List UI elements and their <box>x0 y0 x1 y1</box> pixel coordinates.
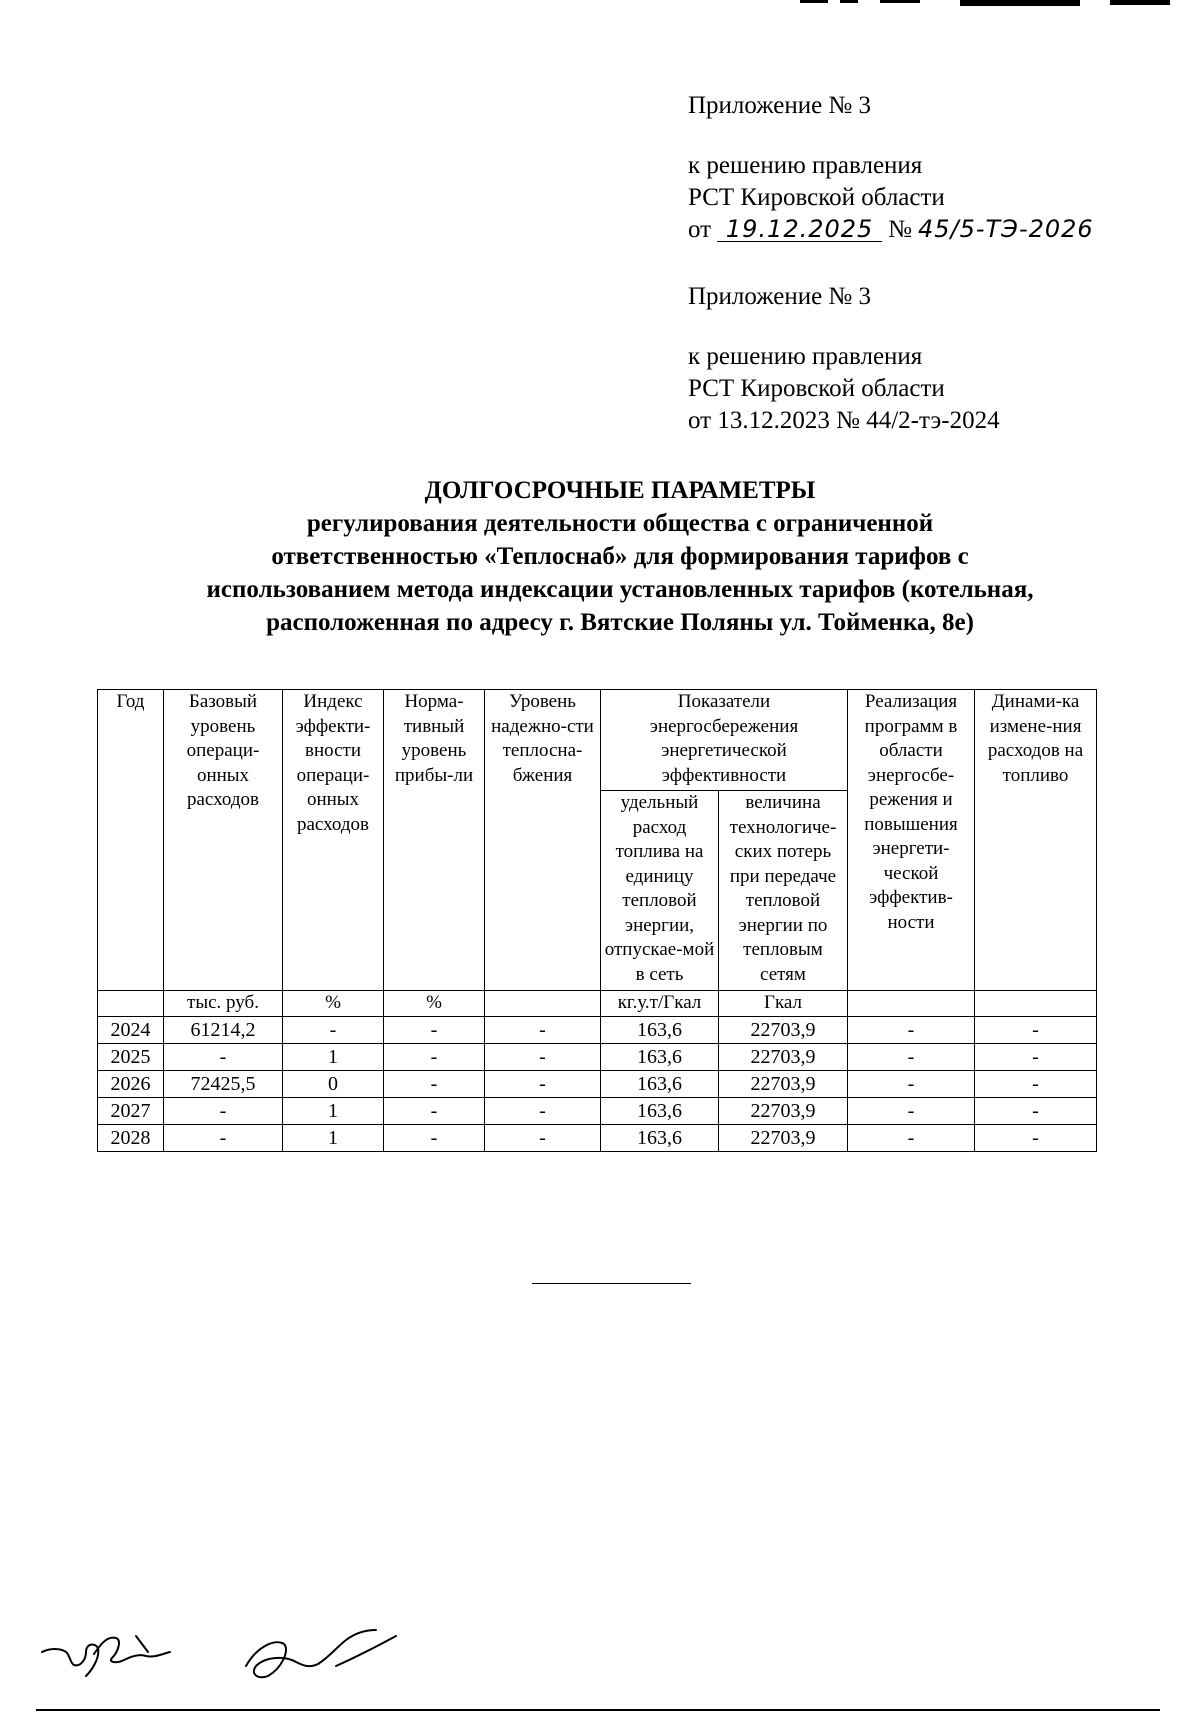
appendix-new <box>688 90 1108 246</box>
end-separator-line <box>532 1283 691 1284</box>
number-sign: № <box>888 216 912 243</box>
cell-dynamics: - <box>975 1124 1097 1151</box>
bottom-edge-line <box>36 1709 1160 1711</box>
cell-reliability: - <box>485 1070 601 1097</box>
heading-line2: регулирования деятельности общества с ограниченной <box>306 510 934 537</box>
cell-fuel-rate: 163,6 <box>601 1070 719 1097</box>
cell-base: - <box>164 1043 283 1070</box>
cell-index: 0 <box>283 1070 384 1097</box>
cell-profit: - <box>384 1016 485 1043</box>
unit-dynamics <box>975 991 1097 1017</box>
cell-reliability: - <box>485 1124 601 1151</box>
appendix-old <box>688 281 1000 437</box>
header-base-level: Базовый уровень операци-онных расходов <box>164 690 283 991</box>
unit-fuel-rate: кг.у.т/Гкал <box>601 991 719 1017</box>
appendix-new-line3 <box>688 214 1108 246</box>
handwritten-number: 45/5-ТЭ-2026 <box>917 215 1094 243</box>
cell-programs: - <box>848 1097 975 1124</box>
cell-reliability: - <box>485 1016 601 1043</box>
cell-profit: - <box>384 1070 485 1097</box>
document-heading <box>90 474 1150 639</box>
cell-index: 1 <box>283 1097 384 1124</box>
cell-losses: 22703,9 <box>719 1016 848 1043</box>
cell-programs: - <box>848 1016 975 1043</box>
cell-programs: - <box>848 1070 975 1097</box>
table-row <box>98 1070 1097 1097</box>
cell-losses: 22703,9 <box>719 1097 848 1124</box>
cell-base: - <box>164 1097 283 1124</box>
cell-fuel-rate: 163,6 <box>601 1097 719 1124</box>
appendix-old-line1: к решению правления <box>688 343 923 370</box>
cell-year: 2028 <box>98 1124 164 1151</box>
header-energy-group: Показатели энергосбережения энергетической эффективности <box>601 690 848 791</box>
cell-losses: 22703,9 <box>719 1070 848 1097</box>
unit-losses: Гкал <box>719 991 848 1017</box>
appendix-old-line3: от 13.12.2023 № 44/2-тэ-2024 <box>688 407 1000 434</box>
cell-fuel-rate: 163,6 <box>601 1043 719 1070</box>
cell-dynamics: - <box>975 1070 1097 1097</box>
appendix-new-title: Приложение № 3 <box>688 92 872 119</box>
handwritten-date: 19.12.2025 <box>717 217 882 242</box>
header-row <box>98 690 1097 791</box>
header-fuel-dynamics: Динами-ка измене-ния расходов на топливо <box>975 690 1097 991</box>
header-efficiency-index: Индекс эффекти-вности операци-онных расходов <box>283 690 384 991</box>
heading-line1: ДОЛГОСРОЧНЫЕ ПАРАМЕТРЫ <box>424 477 816 504</box>
appendix-new-line2: РСТ Кировской области <box>688 184 945 211</box>
unit-reliability <box>485 991 601 1017</box>
cell-reliability: - <box>485 1097 601 1124</box>
cell-index: 1 <box>283 1124 384 1151</box>
header-year: Год <box>98 690 164 991</box>
units-row <box>98 991 1097 1017</box>
cell-year: 2027 <box>98 1097 164 1124</box>
table-row <box>98 1016 1097 1043</box>
unit-year <box>98 991 164 1017</box>
header-fuel-rate: удельный расход топлива на единицу тепловой энергии, отпускае-мой в сеть <box>601 791 719 991</box>
cell-dynamics: - <box>975 1016 1097 1043</box>
cell-profit: - <box>384 1124 485 1151</box>
table-row <box>98 1097 1097 1124</box>
cell-profit: - <box>384 1097 485 1124</box>
heading-line5: расположенная по адресу г. Вятские Поляны ул. Тойменка, 8е) <box>266 609 974 636</box>
appendix-old-title: Приложение № 3 <box>688 283 872 310</box>
handwritten-signature <box>36 1618 416 1708</box>
cell-losses: 22703,9 <box>719 1124 848 1151</box>
from-prefix: от <box>688 216 712 243</box>
appendix-new-line1: к решению правления <box>688 152 923 179</box>
header-profit-level: Норма-тивный уровень прибы-ли <box>384 690 485 991</box>
cell-index: - <box>283 1016 384 1043</box>
cell-profit: - <box>384 1043 485 1070</box>
cell-dynamics: - <box>975 1043 1097 1070</box>
cell-year: 2024 <box>98 1016 164 1043</box>
cell-year: 2026 <box>98 1070 164 1097</box>
heading-line4: использованием метода индексации установленных тарифов (котельная, <box>206 576 1034 603</box>
unit-base: тыс. руб. <box>164 991 283 1017</box>
scan-edge-mark <box>780 0 1200 8</box>
header-programs: Реализация программ в области энергосбе-режения и повышения энергети-ческой эффектив-ности <box>848 690 975 991</box>
unit-index: % <box>283 991 384 1017</box>
unit-profit: % <box>384 991 485 1017</box>
table-row <box>98 1124 1097 1151</box>
header-heat-losses: величина технологиче-ских потерь при передаче тепловой энергии по тепловым сетям <box>719 791 848 991</box>
table-row <box>98 1043 1097 1070</box>
cell-reliability: - <box>485 1043 601 1070</box>
parameters-table <box>97 689 1097 1152</box>
header-reliability: Уровень надежно-сти теплосна-бжения <box>485 690 601 991</box>
cell-programs: - <box>848 1043 975 1070</box>
cell-fuel-rate: 163,6 <box>601 1016 719 1043</box>
appendix-old-line2: РСТ Кировской области <box>688 375 945 402</box>
cell-base: - <box>164 1124 283 1151</box>
unit-programs <box>848 991 975 1017</box>
cell-dynamics: - <box>975 1097 1097 1124</box>
cell-losses: 22703,9 <box>719 1043 848 1070</box>
heading-line3: ответственностью «Теплоснаб» для формирования тарифов с <box>271 543 969 570</box>
cell-year: 2025 <box>98 1043 164 1070</box>
cell-index: 1 <box>283 1043 384 1070</box>
cell-programs: - <box>848 1124 975 1151</box>
cell-fuel-rate: 163,6 <box>601 1124 719 1151</box>
cell-base: 72425,5 <box>164 1070 283 1097</box>
cell-base: 61214,2 <box>164 1016 283 1043</box>
